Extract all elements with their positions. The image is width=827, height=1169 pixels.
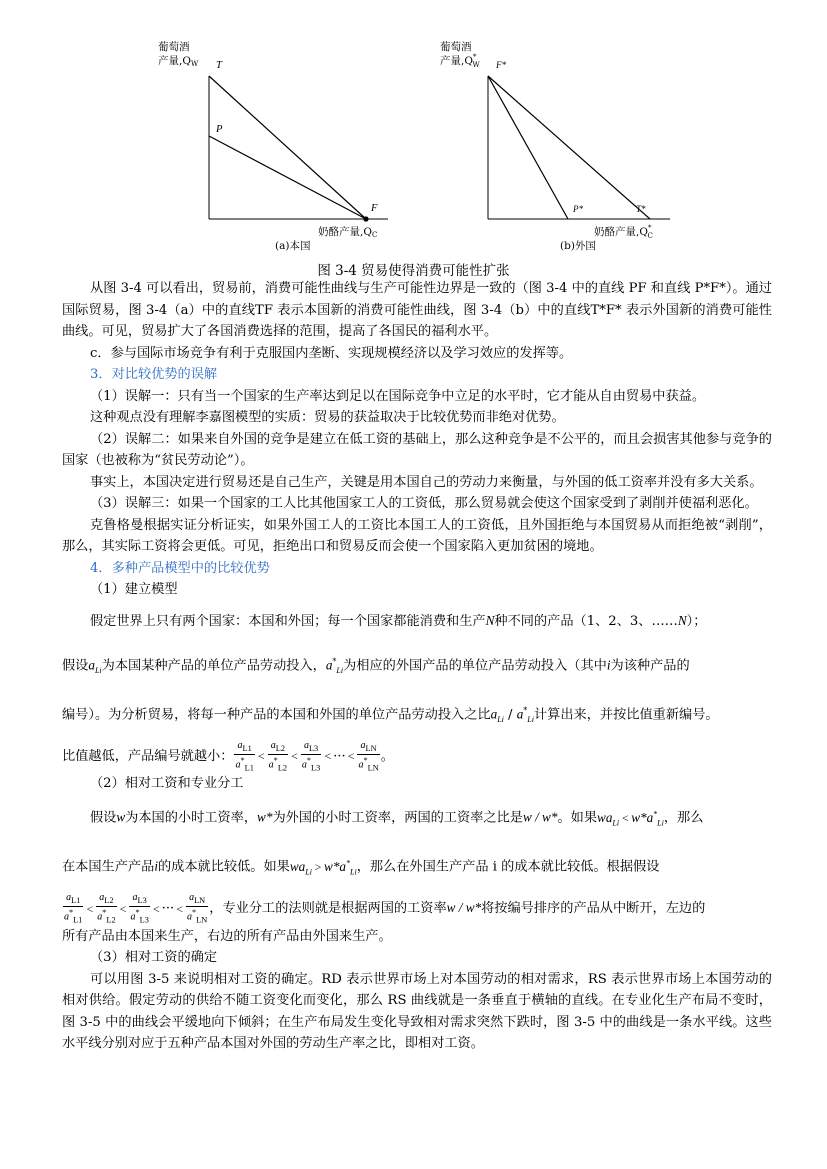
math-w: w [289,858,299,874]
math-lt: < [257,748,265,763]
math-sup: * [192,908,197,918]
math-a: a [132,892,138,904]
frac-den [186,907,208,925]
math-sub: L3 [308,743,319,753]
math-wa-lt [597,809,664,828]
text-run: 编号）。为分析贸易，将每一种产品的本国和外国的单位产品劳动投入之比 [62,706,491,722]
text-run: 假设 [62,657,89,673]
math-sub: L2 [277,762,288,772]
text-run: 为外国的小时工资率，两国的工资率之比是 [272,810,523,826]
math-sup: * [332,656,337,666]
caption-home: (a)本国 [275,240,311,252]
heading-3: 3．对比较优势的误解 [90,367,218,382]
text-run: 为相应的外国产品的单位产品劳动投入（其中 [343,657,607,673]
math-gt: > [313,859,323,874]
line-P-star-F-star [488,76,568,219]
caption-foreign: (b)外国 [560,240,596,252]
math-N: N [485,612,495,628]
label-T-star: T* [636,204,646,214]
math-a: a [298,858,306,874]
math-sup: * [346,858,351,868]
text-run: 假设 [90,810,117,826]
fraction-N [357,740,379,773]
math-w-ratio: w / w* [523,809,558,825]
math-a: a [64,911,69,923]
fraction-1 [63,892,83,925]
math-sub: LN [196,915,208,925]
paragraph-5: （2）误解二：如果来自外国的竞争是建立在低工资的基础上，那么这种竞争是不公平的，而且会损害其他参与竞争的国家（也被称为“贫民劳动论”）。 [62,431,772,468]
math-w: w [116,809,126,825]
figure-3-4 [150,36,790,261]
math-lt: < [347,748,355,763]
body-text [62,278,772,1055]
label-T: T [216,60,222,71]
math-lt: < [152,901,160,916]
math-sub: L1 [244,762,254,772]
math-wstar: w* [631,809,647,825]
paragraph-16: 所有产品由本国来生产，右边的所有产品由外国来生产。 [62,928,392,944]
text-run: 为本国某种产品的单位产品劳动投入， [101,657,326,673]
figure-svg [150,36,790,261]
math-sub: Li [497,714,504,724]
fraction-2 [268,740,288,773]
frac-num [186,892,208,907]
math-i: i [154,858,158,874]
text-run: 比值越低，产品编号就越小： [62,748,234,764]
math-a: a [97,911,103,923]
subheading-2: （2）相对工资和专业分工 [90,775,244,791]
math-sub: Li [350,867,357,877]
math-aLi-star: a [516,705,524,721]
math-wa-gt [289,858,357,877]
math-a: a [99,892,105,904]
paragraph-15 [62,892,772,925]
x-label-home: 奶酪产量,QC [318,226,378,239]
heading-4: 4．多种产品模型中的比较优势 [90,560,270,576]
text-run: 。如果 [557,810,598,826]
math-sub: LN [367,762,379,772]
math-N: N [677,612,687,628]
x-label-foreign: 奶酪产量,Q* C [594,224,653,240]
fraction-3 [301,740,321,773]
math-a: a [189,892,195,904]
paragraph-1: 从图 3-4 可以看出，贸易前，消费可能性曲线与生产可能性边界是一致的（图 3-4 中的直线 PF 和直线 P*F*）。通过国际贸易，图 3-4（a）中的直线TF 表示本国新的消费可能性曲线，图 3-4（b）中的直线T*F* 表示外国新的消费可能性曲线。可见，贸易扩大了各国消费选择的范围，提高了各国民的福利水平。 [62,281,772,339]
math-wstar: w* [257,809,273,825]
text-run: ）； [686,613,707,629]
paragraph-13 [62,794,772,843]
paragraph-12 [62,740,772,773]
frac-num [234,740,254,755]
fraction-1 [234,740,254,773]
label-F: F [371,203,378,214]
frac-num [301,740,321,755]
text-run: 为该种产品的 [610,657,690,673]
math-wstar: w* [324,858,340,874]
math-sup: * [102,908,107,918]
math-sub: L3 [139,915,149,925]
math-aLi-star: a [325,656,333,672]
math-a: a [130,911,136,923]
y-label-foreign-1: 葡萄酒 [440,41,472,53]
paragraph-3: （1）误解一：只有当一个国家的生产率达到足以在国际竞争中立足的水平时，它才能从自由贸易中获益。 [90,388,706,404]
math-lt: < [86,901,94,916]
math-a: a [235,758,241,770]
subheading-1: （1）建立模型 [90,582,178,597]
label-P: P [216,124,223,135]
math-a: a [66,892,72,904]
paragraph-4: 这种观点没有理解李嘉图模型的实质：贸易的获益取决于比较优势而非绝对优势。 [90,410,565,425]
frac-num [357,740,379,755]
math-sub: L2 [106,915,116,925]
math-sup: * [240,755,245,765]
math-sup: * [523,705,528,715]
math-lt: < [621,810,630,825]
text-run: 将按编号排序的产品从中断开，左边的 [481,901,706,917]
label-P-star: P* [573,204,583,214]
math-a: a [187,911,193,923]
math-sub: L1 [73,915,83,925]
math-lt: < [291,748,298,763]
math-a: a [358,758,364,770]
paragraph-9 [62,601,772,642]
math-sup: * [273,755,278,765]
math-sub: L2 [104,896,114,906]
paragraph-11 [62,691,772,740]
paragraph-6: 事实上，本国决定进行贸易还是自己生产，关键是用本国自己的劳动力来衡量，与外国的低工资率并没有多大关系。 [90,474,763,490]
math-lt: < [324,748,332,763]
math-a: a [646,809,654,825]
math-sub: LN [365,743,377,753]
math-sup: * [69,908,74,918]
fraction-2 [96,892,116,925]
text-run: 计算出来，并按比值重新编号。 [533,706,719,722]
math-sup: * [306,755,312,765]
math-sub: L3 [137,896,147,906]
math-a: a [301,758,307,770]
chart-foreign [440,40,670,252]
paragraph-7: （3）误解三：如果一个国家的工人比其他国家工人的工资低，那么贸易就会使这个国家受到了剥削并使福利恶化。 [90,496,758,511]
y-label-foreign-2: 产量,Q* W [440,53,480,69]
paragraph-8: 克鲁格曼根据实证分析证实，如果外国工人的工资比本国工人的工资低，且外国拒绝与本国贸易从而拒绝被“剥削”，那么，其实际工资将会更低。可见，拒绝出口和贸易反而会使一个国家陷入更加贫困的境地。 [62,517,772,554]
label-F-star: F* [496,60,506,70]
math-aLi: a [88,656,95,672]
frac-den [234,755,254,773]
line-PF [209,136,366,219]
math-a: a [237,739,243,751]
math-a: a [605,809,613,825]
math-aLi: a [490,705,498,721]
frac-den [301,755,321,773]
frac-den [129,907,149,925]
math-sub: L1 [71,896,81,906]
math-sup: * [135,908,140,918]
math-sub: Li [94,665,102,675]
line-TF [209,76,366,219]
frac-num [268,740,288,755]
text-run: ，专业分工的法则就是根据两国的工资率 [209,901,447,917]
math-w: w [597,809,606,825]
math-sub: L1 [242,743,252,753]
text-run: 在本国生产产品 [62,859,155,875]
text-run: 的成本就比较低。如果 [157,859,290,875]
math-sub: Li [305,867,312,877]
text-run: ，那么 [663,810,704,826]
y-label-home-2: 产量,QW [158,55,199,68]
math-a: a [360,739,366,751]
paragraph-14 [62,843,772,892]
line-T-star-F-star [488,76,650,219]
math-a: a [339,858,347,874]
y-label-home-1: 葡萄酒 [158,41,190,53]
math-sub: Li [657,818,664,828]
math-a: a [303,739,309,751]
math-sub: LN [194,896,206,906]
math-dots: ··· [161,901,175,917]
math-slash: / [503,706,517,722]
math-sub: L3 [311,762,321,772]
fraction-N [186,892,208,925]
math-lt: < [176,901,184,916]
math-sub: Li [527,714,534,724]
point-F-dot [363,216,368,221]
math-a: a [268,758,274,770]
text-run: ，那么在外国生产产品 i 的成本就比较低。根据假设 [356,859,660,875]
text-run: 为本国的小时工资率， [125,810,258,826]
frac-num [63,892,83,907]
paragraph-2: c．参与国际市场竞争有利于克服国内垄断、实现规模经济以及学习效应的发挥等。 [90,345,573,361]
frac-den [357,755,379,773]
frac-num [129,892,149,907]
math-sub: L2 [275,743,285,753]
fraction-3 [129,892,149,925]
frac-num [96,892,116,907]
math-lt: < [119,901,127,916]
chart-home [158,40,388,252]
math-i: i [606,656,611,672]
text-run: 。 [380,748,394,764]
frac-den [96,907,116,925]
subheading-3: （3）相对工资的确定 [90,950,218,966]
math-sub: Li [612,818,620,828]
math-w-ratio: w / w* [446,900,482,916]
math-sub: Li [336,665,344,675]
math-sup: * [653,809,658,819]
math-dots: ··· [333,748,346,764]
paragraph-10 [62,642,772,691]
frac-den [268,755,288,773]
math-a: a [270,739,276,751]
paragraph-17: 可以用图 3-5 来说明相对工资的确定。RD 表示世界市场上对本国劳动的相对需求，RS 表示世界市场上本国劳动的相对供给。假定劳动的供给不随工资变化而变化，那么 RS 曲线就是一条垂直于横轴的直线。在专业化生产布局不变时，图 3-5 中的曲线会平缓地向下倾斜；在生产布局发生变化导致相对需求突然下跌时，图 3-5 中的曲线是一条水平线。这些水平线分别对应于五种产品本国对外国的劳动生产率之比，即相对工资。 [62,971,772,1052]
figure-caption: 图 3-4 贸易使得消费可能性扩张 [317,263,510,279]
math-sup: * [363,755,368,765]
text-run: 假定世界上只有两个国家：本国和外国；每一个国家都能消费和生产 [90,613,486,629]
frac-den [63,907,83,925]
text-run: 种不同的产品（1、2、3、…… [494,613,678,629]
